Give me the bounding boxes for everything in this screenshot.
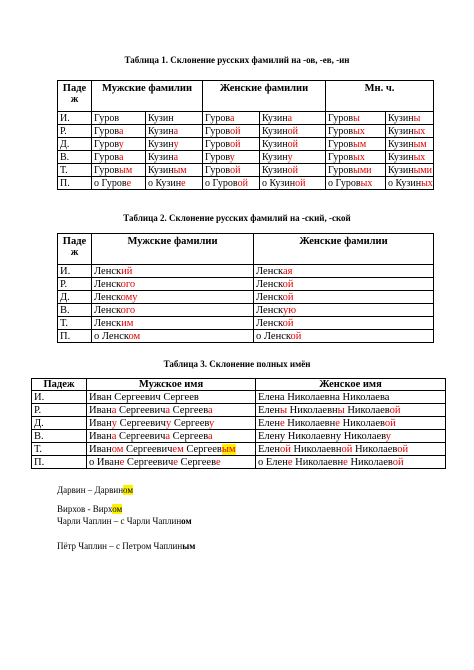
stem: Ленск (94, 278, 121, 290)
stem: Гуров (205, 138, 231, 150)
stem: Сергеев (171, 417, 209, 429)
case-cell: П. (32, 456, 87, 469)
ending: а (173, 125, 179, 137)
stem: Иван (89, 430, 112, 442)
stem: Кузин (262, 138, 288, 150)
ending: ы (279, 404, 287, 416)
stem: Сергеевич (116, 430, 166, 442)
stem: Николаев (339, 417, 385, 429)
ending: ой (341, 443, 353, 455)
stem: Сергеев (170, 430, 209, 442)
stem: Гуров (94, 138, 119, 150)
stem: Гуров (328, 151, 354, 163)
stem: Николаевн (287, 404, 338, 416)
ending: ом (128, 330, 141, 342)
case-cell: Д. (58, 291, 92, 304)
stem: Гуров (205, 112, 230, 124)
form-cell (386, 151, 434, 164)
form-cell (92, 138, 146, 151)
case-cell: И. (58, 112, 92, 125)
stem: о Гуров (205, 177, 238, 189)
example-line: Пётр Чаплин – с Петром Чаплиным (57, 541, 196, 551)
form-cell (92, 317, 254, 330)
ending: а (111, 404, 117, 416)
form-cell (254, 317, 434, 330)
ending: е (173, 456, 178, 468)
stem: Ленск (94, 291, 121, 303)
ending: ой (279, 443, 291, 455)
header-female: Женские фамилии (203, 81, 326, 112)
stem: Иван (89, 443, 112, 455)
form-cell (146, 151, 203, 164)
case-cell: Д. (58, 138, 92, 151)
form-cell (386, 138, 434, 151)
ending: ы (353, 112, 360, 124)
form-cell (146, 138, 203, 151)
stem: Ленск (94, 265, 122, 277)
stem: о Иван (89, 456, 120, 468)
stem: о Кузин (388, 177, 422, 189)
stem: о Кузин (148, 177, 182, 189)
case-cell: Т. (58, 164, 92, 177)
ending: ы (337, 404, 345, 416)
stem: о Ленск (94, 330, 129, 342)
form-cell (87, 456, 256, 469)
stem: Ленск (256, 317, 283, 329)
table-row (58, 304, 434, 317)
ending: ых (353, 151, 365, 163)
ending: а (165, 404, 171, 416)
form-cell (146, 164, 203, 177)
ending: ы (413, 112, 421, 124)
table-row (58, 330, 434, 343)
ending: у (287, 151, 293, 163)
stem: Иван (89, 417, 112, 429)
ending: а (119, 125, 124, 137)
ending: ым (221, 443, 236, 455)
ending: ой (384, 417, 396, 429)
header-male: Мужское имя (87, 379, 256, 391)
header-female: Женское имя (256, 379, 446, 391)
stem: Николаевн (290, 443, 342, 455)
form-cell (256, 391, 446, 404)
ending: ой (282, 278, 294, 290)
ending: ую (282, 304, 297, 316)
ending: ой (230, 125, 241, 137)
table-row (58, 177, 434, 190)
ending: а (111, 430, 117, 442)
stem: Николаев (347, 456, 393, 468)
form-cell (92, 151, 146, 164)
form-cell (92, 177, 146, 190)
stem: Сергеев (170, 404, 209, 416)
table-row (58, 164, 434, 177)
form-cell (256, 417, 446, 430)
example-line: Вирхов - Вирхом (57, 504, 123, 514)
form-cell (256, 443, 446, 456)
stem: Елен (258, 417, 280, 429)
header-plural: Мн. ч. (326, 81, 434, 112)
ending: а (287, 112, 293, 124)
table1-caption: Таблица 1. Склонение русских фамилий на -ов, -ев, -ин (124, 55, 350, 65)
stem: Ленск (256, 304, 283, 316)
form-cell (254, 304, 434, 317)
form-cell (87, 391, 256, 404)
ending: а (165, 430, 171, 442)
form-cell (260, 164, 326, 177)
case-cell: В. (58, 304, 92, 317)
stem: о Гуров (94, 177, 127, 189)
form-cell (326, 177, 386, 190)
stem: Ленск (256, 291, 283, 303)
ending: ым (173, 164, 187, 176)
form-cell (260, 112, 326, 125)
stem: о Ленск (256, 330, 291, 342)
table2 (57, 233, 434, 343)
form-cell (386, 112, 434, 125)
ending: а (119, 151, 124, 163)
stem: Ленск (256, 278, 283, 290)
ending: е (343, 456, 348, 468)
ending: ой (287, 125, 298, 137)
table-row (58, 278, 434, 291)
ending: ым (413, 138, 427, 150)
ending: ым (119, 164, 133, 176)
stem: Гуров (94, 125, 119, 137)
stem: Кузин (388, 112, 414, 124)
table-row (58, 291, 434, 304)
ending: у (229, 151, 235, 163)
form-cell (260, 151, 326, 164)
form-cell (256, 430, 446, 443)
table-row (32, 430, 446, 443)
stem: Кузин (262, 151, 288, 163)
ending: а (173, 151, 179, 163)
ending: а (208, 404, 213, 416)
ending: ой (237, 177, 248, 189)
table2-caption: Таблица 2. Склонение русских фамилий на -ский, -ской (123, 213, 351, 223)
table-row (58, 317, 434, 330)
stem: Гуров (94, 151, 119, 163)
form-cell (260, 177, 326, 190)
form-cell (92, 265, 254, 278)
form-cell (254, 278, 434, 291)
stem: о Кузин (262, 177, 296, 189)
case-cell: Р. (58, 278, 92, 291)
stem: Николаев (344, 404, 390, 416)
form-cell (87, 443, 256, 456)
table-row (58, 151, 434, 164)
ending: ого (120, 304, 136, 316)
ending: ому (120, 291, 138, 303)
form-cell (256, 456, 446, 469)
example-line: Дарвин – Дарвином (57, 485, 134, 495)
ending: ых (413, 151, 426, 163)
table3 (31, 378, 446, 469)
stem: Гуров (328, 164, 354, 176)
ending: е (126, 177, 132, 189)
ending: ых (413, 125, 426, 137)
stem: Иван Сергеевич Сергеев (89, 391, 199, 403)
case-cell: И. (32, 391, 87, 404)
stem: Николаев (352, 443, 398, 455)
stem: Кузин (148, 151, 174, 163)
ending: ой (389, 404, 401, 416)
form-cell (92, 164, 146, 177)
table-row (32, 456, 446, 469)
ending: ой (230, 164, 241, 176)
case-cell: П. (58, 330, 92, 343)
form-cell (254, 265, 434, 278)
table1 (57, 80, 434, 190)
stem: Елену Николаевну Николаев (258, 430, 386, 442)
stem: Кузин (388, 125, 414, 137)
ending: ой (295, 177, 306, 189)
ending: ой (290, 330, 302, 342)
form-cell (87, 404, 256, 417)
form-cell (326, 112, 386, 125)
ending: ыми (353, 164, 372, 176)
form-cell (92, 291, 254, 304)
table3-caption: Таблица 3. Склонение полных имён (163, 359, 311, 369)
stem: Гуров (205, 164, 231, 176)
form-cell (386, 177, 434, 190)
form-cell (92, 304, 254, 317)
form-cell (92, 125, 146, 138)
stem: Ленск (94, 304, 121, 316)
ending: е (335, 417, 340, 429)
ending: ых (353, 125, 365, 137)
ending: у (165, 417, 172, 429)
stem: Сергеев (177, 456, 216, 468)
form-cell (203, 112, 260, 125)
form-cell (326, 164, 386, 177)
stem: Сергеевич (123, 443, 173, 455)
case-cell: Р. (32, 404, 87, 417)
header-male: Мужские фамилии (92, 234, 254, 265)
form-cell (203, 151, 260, 164)
form-cell (203, 138, 260, 151)
stem: Кузин (262, 112, 288, 124)
stem: Гуров (328, 138, 354, 150)
table-row (32, 404, 446, 417)
table-row (58, 265, 434, 278)
stem: Кузин (148, 164, 174, 176)
form-cell (256, 404, 446, 417)
stem: Кузин (148, 138, 174, 150)
stem: Кузин (148, 112, 174, 124)
form-cell (260, 138, 326, 151)
form-cell (260, 125, 326, 138)
stem: Гуров (205, 125, 231, 137)
stem: Николаевн (284, 417, 336, 429)
stem: Кузин (148, 125, 174, 137)
ending: ой (282, 317, 294, 329)
stem: Иван (89, 404, 112, 416)
ending: ого (120, 278, 136, 290)
header-female: Женские фамилии (254, 234, 434, 265)
stem: Елен (258, 404, 280, 416)
ending: у (385, 430, 391, 442)
example-line: Чарли Чаплин – с Чарли Чаплином (57, 516, 192, 526)
header-case: Паде ж (58, 81, 92, 112)
ending: ой (397, 443, 409, 455)
form-cell (146, 177, 203, 190)
table-row (32, 417, 446, 430)
ending: ой (287, 138, 298, 150)
ending: ой (230, 138, 241, 150)
ending: ая (282, 265, 293, 277)
form-cell (87, 430, 256, 443)
ending: им (121, 317, 134, 329)
stem: Елен (258, 443, 280, 455)
form-cell (92, 278, 254, 291)
stem: о Елен (258, 456, 288, 468)
form-cell (203, 164, 260, 177)
stem: Сергеевич (116, 404, 166, 416)
ending: у (173, 138, 179, 150)
stem: о Гуров (328, 177, 361, 189)
case-cell: П. (58, 177, 92, 190)
ending: ых (360, 177, 373, 189)
form-cell (254, 330, 434, 343)
form-cell (92, 112, 146, 125)
header-case: Падеж (32, 379, 87, 391)
case-cell: Т. (32, 443, 87, 456)
stem: Кузин (388, 164, 414, 176)
table-row (32, 443, 446, 456)
stem: Кузин (262, 164, 288, 176)
ending: ой (392, 456, 404, 468)
ending: е (119, 456, 125, 468)
header-male: Мужские фамилии (92, 81, 203, 112)
ending: ой (287, 164, 298, 176)
form-cell (386, 164, 434, 177)
stem: Кузин (388, 138, 414, 150)
table-row (58, 138, 434, 151)
stem: Гуров (94, 164, 120, 176)
case-cell: И. (58, 265, 92, 278)
form-cell (146, 125, 203, 138)
form-cell (203, 177, 260, 190)
form-cell (326, 138, 386, 151)
ending: е (215, 456, 221, 468)
stem: Николаевн (292, 456, 344, 468)
form-cell (146, 112, 203, 125)
ending: е (287, 456, 293, 468)
stem: Ленск (256, 265, 283, 277)
form-cell (386, 125, 434, 138)
ending: ий (121, 265, 133, 277)
form-cell (203, 125, 260, 138)
case-cell: Р. (58, 125, 92, 138)
form-cell (87, 417, 256, 430)
ending: ыми (413, 164, 432, 176)
stem: Гуров (94, 112, 120, 124)
header-case: Паде ж (58, 234, 92, 265)
case-cell: Т. (58, 317, 92, 330)
stem: Кузин (388, 151, 414, 163)
ending: е (181, 177, 186, 189)
stem: Сергеевич (116, 417, 166, 429)
ending: у (111, 417, 117, 429)
form-cell (326, 125, 386, 138)
stem: Кузин (262, 125, 288, 137)
stem: Гуров (328, 125, 354, 137)
ending: ых (421, 177, 433, 189)
form-cell (326, 151, 386, 164)
case-cell: Д. (32, 417, 87, 430)
stem: Елена Николаевна Николаева (258, 391, 390, 403)
ending: ом (111, 443, 124, 455)
table-row (58, 112, 434, 125)
form-cell (92, 330, 254, 343)
case-cell: В. (32, 430, 87, 443)
table-row (32, 391, 446, 404)
ending: ой (282, 291, 294, 303)
table-row (58, 125, 434, 138)
stem: Сергеевич (124, 456, 174, 468)
ending: у (118, 138, 124, 150)
form-cell (254, 291, 434, 304)
ending: е (279, 417, 285, 429)
ending: а (230, 112, 235, 124)
stem: Гуров (328, 112, 354, 124)
ending: а (208, 430, 213, 442)
ending: у (208, 417, 215, 429)
stem: Ленск (94, 317, 122, 329)
stem: Гуров (205, 151, 230, 163)
case-cell: В. (58, 151, 92, 164)
ending: ем (172, 443, 184, 455)
ending: ым (353, 138, 367, 150)
stem: Сергеев (183, 443, 222, 455)
